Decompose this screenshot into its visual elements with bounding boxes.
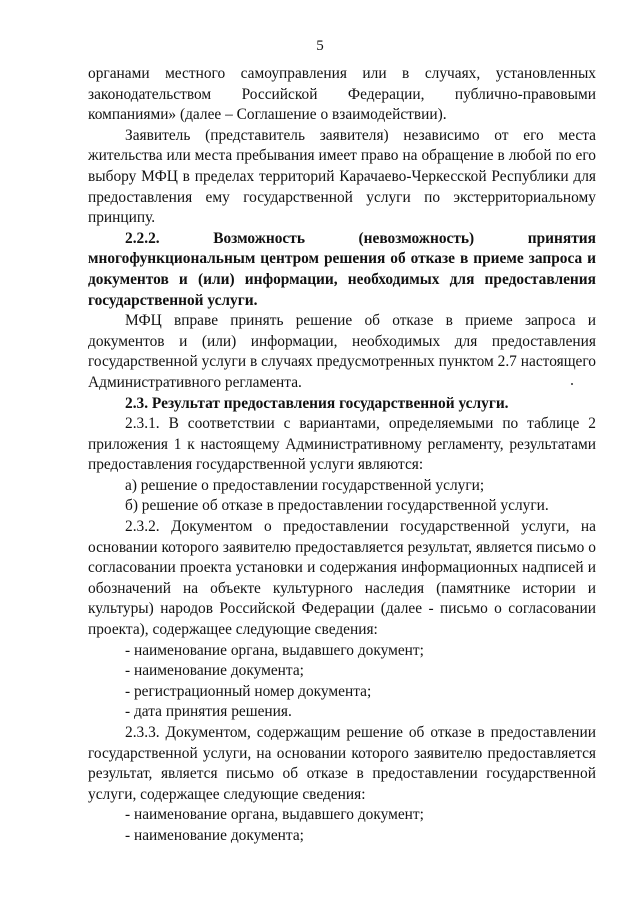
list-item-dash: - наименование документа; <box>125 826 304 844</box>
list-item-dash: - наименование органа, выдавшего документ; <box>125 806 424 824</box>
paragraph-mfc-refusal: МФЦ вправе принять решение об отказе в приеме запроса и документов и (или) информации, необходимых для предоставления государственной услуги в случаях предусмотренных пунктом 2.7 настоящего Административного регламента. <box>88 312 596 391</box>
section-heading-2-3: 2.3. Результат предоставления государственной услуги. <box>125 394 509 412</box>
document-body <box>88 64 596 847</box>
list-item-dash: - наименование органа, выдавшего документ; <box>125 641 424 659</box>
list-item-dash: - наименование документа; <box>125 662 304 680</box>
scan-speck <box>571 383 573 385</box>
section-heading-2-2-2: 2.2.2. Возможность (невозможность) принятия многофункциональным центром решения об отказе в приеме запроса и документов и (или) информации, необходимых для предоставления государственной услуги. <box>88 229 596 309</box>
list-item-dash: - регистрационный номер документа; <box>125 682 372 700</box>
paragraph-2-3-3: 2.3.3. Документом, содержащим решение об отказе в предоставлении государственной услуги, на основании которого заявителю предоставляется результат, является письмо об отказе в предоставлении государственной услуги, содержащее следующие сведения: <box>88 724 596 803</box>
paragraph-continuation: органами местного самоуправления или в случаях, установленных законодательством Российской Федерации, публично-правовыми компаниями» (далее – Соглашение о взаимодействии). <box>88 65 596 124</box>
paragraph-2-3-1: 2.3.1. В соответствии с вариантами, определяемыми по таблице 2 приложения 1 к настоящему Административному регламенту, результатами предоставления государственной услуги являются: <box>88 415 596 474</box>
paragraph-applicant-rights: Заявитель (представитель заявителя) независимо от его места жительства или места пребывания имеет право на обращение в любой по его выбору МФЦ в пределах территорий Карачаево-Черкесской Республики для предоставления ему государственной услуги по экстерриториальному принципу. <box>88 126 596 227</box>
paragraph-2-3-2: 2.3.2. Документом о предоставлении государственной услуги, на основании которого заявителю предоставляется результат, является письмо о согласовании проекта установки и содержания информационных надписей и обозначений на объекте культурного наследия (памятнике истории и культуры) народов Российской Федерации (далее - письмо о согласовании проекта), содержащее следующие сведения: <box>88 518 596 639</box>
list-item-dash: - дата принятия решения. <box>125 703 292 721</box>
list-item-a: а) решение о предоставлении государственной услуги; <box>125 476 485 494</box>
page-number: 5 <box>316 38 324 54</box>
list-item-b: б) решение об отказе в предоставлении государственной услуги. <box>125 497 549 515</box>
